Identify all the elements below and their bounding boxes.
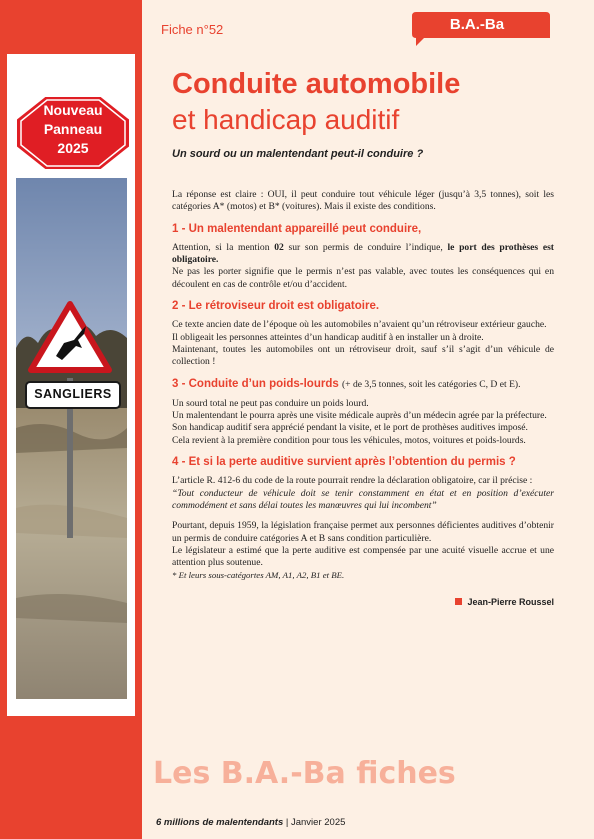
footer-credit [156,817,345,828]
author-square-icon [455,598,462,605]
section2-paragraph1: Ce texte ancien date de l’époque où les automobiles n’avaient qu’un rétroviseur extérieur gauche. [172,319,547,331]
section3-paragraph2: Un malentendant le pourra après une visite médicale auprès d’un médecin agrée par la préfecture. [172,410,547,422]
section1-obligation: le port des prothèses est obligatoire. [172,241,554,266]
page-title-line2: et handicap auditif [172,104,400,135]
section4-quote: “Tout conducteur de véhicule doit se tenir constamment en état et en position d’exécuter commodément et sans délai toutes les manœuvres qui lui incombent” [172,487,554,511]
footnote: * Et leurs sous-catégortes AM, A1, A2, B1 et BE. [172,570,345,581]
section2-paragraph3: Maintenant, toutes les automobiles ont un rétroviseur droit, sauf s’il s’agit d’un véhicule de collection ! [172,343,554,368]
section2-heading: 2 - Le rétroviseur droit est obligatoire. [172,300,380,313]
author-signature [172,596,554,608]
section4-paragraph2: Pourtant, depuis 1959, la législation française permet aux personnes déficientes auditives d’obtenir un permis de conduire catégories A et B sans condition particulière. [172,520,554,544]
section1-paragraph2: Ne pas les porter signifie que le permis n’est pas valable, avec toutes les conséquences qui en découlent en cas de contrôle et/ou d’accident. [172,266,554,290]
footer-separator: | [283,817,291,828]
section2-paragraph2: Il obligeait les personnes atteintes d’un handicap auditif à en installer un à droite. [172,331,484,343]
new-sign-badge [15,101,131,158]
badge-label: B.A.-Ba [449,16,505,33]
page-title: Conduite automobile [172,68,461,100]
article-body [172,189,554,608]
section4-paragraph3: Le législateur a estimé que la perte auditive est compensée par une acuité visuelle accrue et une attention plus soutenue. [172,544,554,569]
road-sign-photo [16,178,127,699]
page-subtitle: Un sourd ou un malentendant peut-il conduire ? [172,148,424,160]
section1-mention-code: 02 [274,241,284,253]
section4-paragraph1: L’article R. 412-6 du code de la route pourrait rendre la déclaration obligatoire, car il précise : [172,475,533,487]
footer-big-title: Les B.A.-Ba fiches [153,756,456,791]
intro-paragraph: La réponse est claire : OUI, il peut conduire tout véhicule léger (jusqu’à 3,5 tonnes), soit les catégories A* (motos) et B* (voitures). Mais il existe des conditions. [172,189,554,213]
new-sign-line3: 2025 [57,140,89,156]
section1-paragraph1 [172,242,554,267]
section3-paragraph3: Son handicap auditif sera apprécié pendant la visite, et le port de prothèses auditives imposé. [172,422,528,434]
section1-text-c: sur son permis de conduire l’indique, [283,241,448,253]
section1-heading: 1 - Un malentendant appareillé peut conduire, [172,222,422,235]
section3-paragraph4: Cela revient à la première condition pour tous les véhicules, motos, voitures et poids-lourds. [172,434,526,446]
footer-magazine: 6 millions de malentendants [156,817,284,828]
section4-heading: 4 - Et si la perte auditive survient après l’obtention du permis ? [172,456,516,469]
new-sign-line2: Panneau [43,121,103,137]
author-name: Jean-Pierre Roussel [467,596,554,607]
photo-scene [16,178,127,699]
footer-date: Janvier 2025 [290,817,346,828]
section3-paragraph1: Un sourd total ne peut pas conduire un poids lourd. [172,397,369,409]
road-sign-label: SANGLIERS [34,387,112,401]
fiche-number: Fiche n°52 [161,22,224,37]
section1-text-a: Attention, si la mention [172,241,275,253]
section3-heading-text: 3 - Conduite d’un poids-lourds [172,377,339,390]
section3-heading [172,378,554,391]
section3-heading-suffix: (+ de 3,5 tonnes, soit les catégories C, D et E). [341,378,521,390]
new-sign-line1: Nouveau [43,102,103,118]
